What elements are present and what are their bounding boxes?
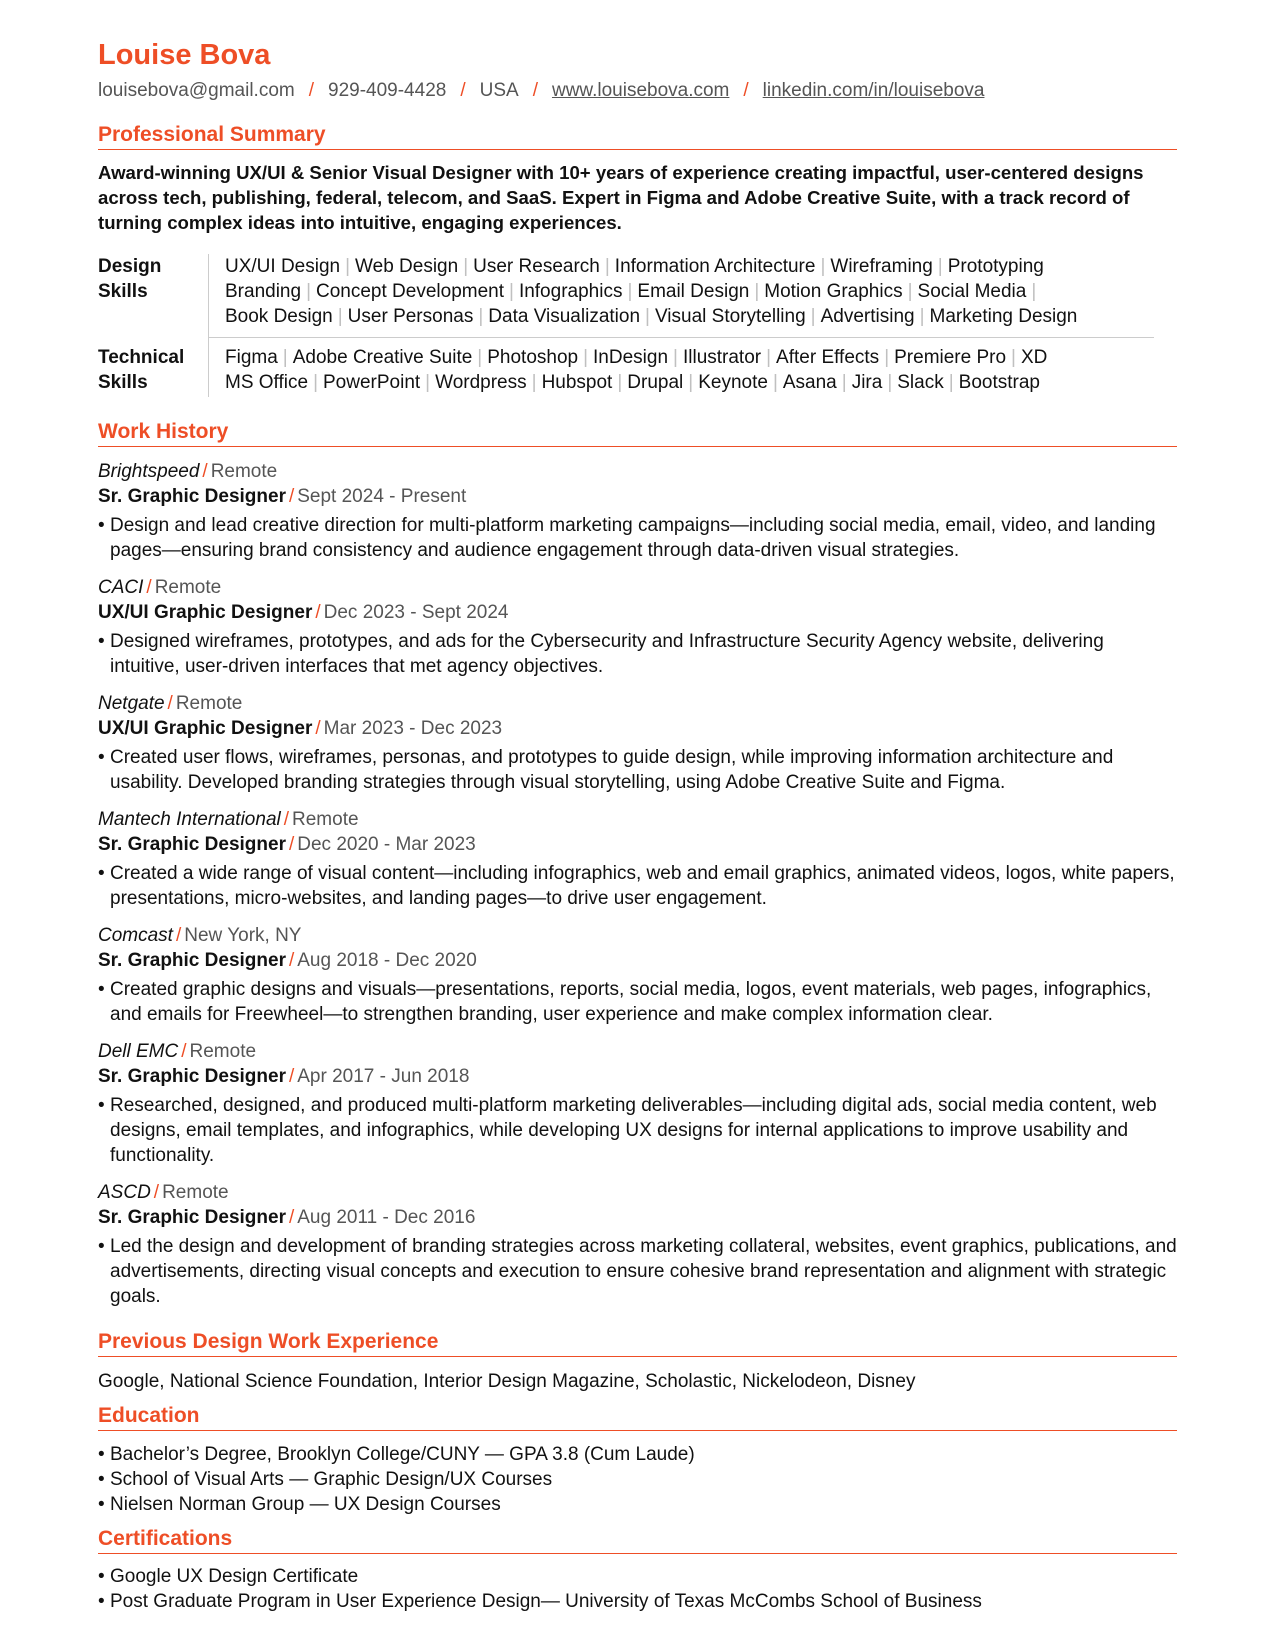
job-company: ASCD [98,1182,151,1203]
job-list [98,459,1177,1309]
skills-line [225,254,1154,279]
skill-item: Wireframing [830,256,933,277]
skill-item: Hubspot [541,372,613,393]
bullet-marker: • [98,515,105,536]
skill-item: Concept Development [316,281,504,302]
skill-item: Jira [851,372,883,393]
skill-item: Slack [897,372,944,393]
skill-item: Wordpress [435,372,527,393]
skill-item: Data Visualization [488,306,641,327]
skills-line [225,304,1154,329]
skill-separator: | [425,372,431,393]
job-location: Remote [189,1041,257,1062]
separator: / [283,809,290,830]
skill-item: Bootstrap [958,372,1040,393]
design-skills-list [209,254,1154,338]
job-entry [98,1039,1177,1168]
job-bullet [98,977,1177,1027]
education-section [98,1403,1177,1517]
job-company: Netgate [98,693,165,714]
skill-separator: | [313,372,318,393]
job-company-line [98,807,1177,832]
separator: / [167,693,173,714]
design-skills-row [98,254,1154,338]
job-entry [98,923,1177,1027]
job-description: Created graphic designs and visuals—presentations, reports, social media, logos, event materials, web pages, infographics, and emails for Freewheel—to strengthen branding, user experience and make complex information clear. [110,979,1152,1025]
bullet-marker: • [98,1444,105,1465]
skill-separator: | [948,372,954,393]
job-description: Created user flows, wireframes, personas, and prototypes to guide design, while improving information architecture and usability. Developed branding strategies through visual storytelling, using Adobe Creative Suite and Figma. [110,747,1114,793]
bullet-marker: • [98,1095,105,1116]
skill-separator: | [766,347,772,368]
skill-item: Drupal [627,372,684,393]
skill-item: User Personas [347,306,474,327]
skill-item: After Effects [776,347,880,368]
section-title-certifications: Certifications [98,1526,1177,1554]
skills-label-line: Skills [98,281,148,302]
skill-item: Premiere Pro [894,347,1007,368]
separator: / [153,1182,160,1203]
skill-item: Prototyping [947,256,1044,277]
bullet-marker: • [98,1494,105,1515]
job-entry [98,575,1177,679]
bullet-marker: • [98,1236,105,1257]
section-title-education: Education [98,1403,1177,1431]
skill-separator: | [306,281,311,302]
skill-item: Web Design [355,256,459,277]
separator: / [146,577,152,598]
skill-separator: | [604,256,610,277]
job-bullet [98,745,1177,795]
job-location: Remote [162,1182,229,1203]
skills-table [98,254,1154,397]
job-dates: Apr 2017 - Jun 2018 [297,1066,470,1087]
job-title-line [98,948,1177,973]
skill-separator: | [477,347,483,368]
job-location: New York, NY [184,925,302,946]
skill-item: Marketing Design [929,306,1078,327]
list-item [98,1492,1177,1517]
design-skills-label [98,254,209,338]
skill-item: Branding [225,281,302,302]
separator: / [288,950,295,971]
skill-item: PowerPoint [323,372,421,393]
contact-line [98,79,1177,103]
skill-separator: | [772,372,778,393]
skill-item: Motion Graphics [764,281,903,302]
skill-item: Social Media [917,281,1027,302]
separator: / [288,834,295,855]
linkedin-link[interactable]: linkedin.com/in/louisebova [762,80,985,101]
skill-separator: | [617,372,623,393]
technical-skills-label [98,338,209,397]
job-description: Led the design and development of branding strategies across marketing collateral, websites, event graphics, publications, and advertisements, directing visual concepts and execution to ensure cohesive brand representation and alignment with strategic goals. [110,1236,1177,1307]
job-company: CACI [98,577,144,598]
separator: / [315,602,321,623]
skill-item: Infographics [518,281,623,302]
job-title-line [98,1064,1177,1089]
job-company: Mantech International [98,809,281,830]
skill-item: InDesign [593,347,669,368]
skill-separator: | [884,347,890,368]
job-description: Designed wireframes, prototypes, and ads for the Cybersecurity and Infrastructure Security Agency website, delivering intuitive, user-driven interfaces that met agency objectives. [110,631,1104,677]
job-company-line [98,1180,1177,1205]
skill-item: XD [1020,347,1048,368]
skill-separator: | [531,372,537,393]
list-item [98,1467,1177,1492]
job-title: UX/UI Graphic Designer [98,718,313,739]
job-company: Brightspeed [98,461,200,482]
skill-separator: | [509,281,514,302]
skill-item: UX/UI Design [225,256,341,277]
country: USA [479,80,519,101]
skill-separator: | [583,347,589,368]
previous-work-section [98,1329,1177,1394]
bullet-marker: • [98,863,105,884]
list-item-text: Google UX Design Certificate [110,1566,359,1587]
job-title: Sr. Graphic Designer [98,486,286,507]
job-company: Comcast [98,925,173,946]
skill-item: Advertising [820,306,915,327]
job-description: Created a wide range of visual content—including infographics, web and email graphics, animated videos, logos, white papers, presentations, micro-websites, and landing pages—to drive user engagement. [110,863,1175,909]
skill-item: Figma [225,347,278,368]
certifications-section [98,1526,1177,1614]
skills-line [225,345,1154,370]
job-description: Design and lead creative direction for multi-platform marketing campaigns—including social media, email, video, and landing pages—ensuring brand consistency and audience engagement through data-driven visual strategies. [110,515,1156,561]
skill-separator: | [919,306,925,327]
job-bullet [98,861,1177,911]
bullet-marker: • [98,1566,105,1587]
separator: / [181,1041,187,1062]
skills-label-line: Skills [98,372,148,393]
skill-item: Keynote [698,372,768,393]
job-description: Researched, designed, and produced multi-platform marketing deliverables—including digital ads, social media content, web designs, email templates, and infographics, while developing UX designs for internal applications to improve usability and functionality. [110,1095,1157,1166]
separator: / [532,80,538,101]
skill-separator: | [810,306,816,327]
job-dates: Aug 2018 - Dec 2020 [297,950,477,971]
separator: / [175,925,182,946]
job-bullet [98,1093,1177,1168]
job-entry [98,459,1177,563]
skill-separator: | [627,281,633,302]
skill-separator: | [673,347,678,368]
website-link[interactable]: www.louisebova.com [551,80,730,101]
bullet-marker: • [98,979,105,1000]
job-title: UX/UI Graphic Designer [98,602,313,623]
job-title: Sr. Graphic Designer [98,1066,286,1087]
job-dates: Dec 2023 - Sept 2024 [323,602,509,623]
section-title-summary: Professional Summary [98,122,1177,150]
previous-clients: Google, National Science Foundation, Interior Design Magazine, Scholastic, Nickelodeon, Disney [98,1371,916,1392]
bullet-marker: • [98,747,105,768]
list-item [98,1442,1177,1467]
technical-skills-list [209,338,1154,397]
bullet-marker: • [98,631,105,652]
separator: / [743,80,749,101]
job-title-line [98,832,1177,857]
skill-separator: | [282,347,288,368]
job-entry [98,807,1177,911]
job-dates: Aug 2011 - Dec 2016 [297,1207,476,1228]
section-title-work-history: Work History [98,419,1177,447]
job-dates: Mar 2023 - Dec 2023 [323,718,503,739]
job-bullet [98,629,1177,679]
job-bullet [98,513,1177,563]
job-company-line [98,1039,1177,1064]
technical-skills-row [98,338,1154,397]
job-location: Remote [154,577,222,598]
phone-number: 929-409-4428 [328,80,447,101]
skill-separator: | [887,372,893,393]
skill-separator: | [937,256,943,277]
job-title-line [98,1205,1177,1230]
job-entry [98,1180,1177,1309]
job-entry [98,691,1177,795]
job-title-line [98,716,1177,741]
skill-separator: | [463,256,469,277]
job-title: Sr. Graphic Designer [98,1207,286,1228]
job-bullet [98,1234,1177,1309]
work-history-section [98,419,1177,1309]
job-title-line [98,484,1177,509]
job-company-line [98,691,1177,716]
separator: / [202,461,208,482]
skill-item: Book Design [225,306,333,327]
skill-item: Email Design [637,281,750,302]
skill-separator: | [1031,281,1037,302]
email-link[interactable]: louisebova@gmail.com [98,80,295,101]
education-list [98,1442,1177,1517]
separator: / [308,80,314,101]
skills-line [225,279,1154,304]
separator: / [460,80,466,101]
skill-separator: | [820,256,826,277]
skill-item: MS Office [225,372,309,393]
job-location: Remote [292,809,359,830]
skill-separator: | [907,281,913,302]
separator: / [288,486,295,507]
skills-line [225,370,1154,395]
skill-separator: | [754,281,760,302]
certifications-list [98,1564,1177,1614]
list-item-text: School of Visual Arts — Graphic Design/UX Courses [110,1469,553,1490]
list-item-text: Bachelor’s Degree, Brooklyn College/CUNY — GPA 3.8 (Cum Laude) [110,1444,695,1465]
skill-item: Photoshop [487,347,579,368]
job-dates: Dec 2020 - Mar 2023 [297,834,476,855]
job-company: Dell EMC [98,1041,179,1062]
section-title-previous-work: Previous Design Work Experience [98,1329,1177,1357]
candidate-name: Louise Bova [98,39,271,71]
separator: / [288,1207,295,1228]
job-title: Sr. Graphic Designer [98,950,286,971]
summary-section [98,122,1177,235]
bullet-marker: • [98,1591,105,1612]
list-item [98,1564,1177,1589]
separator: / [315,718,321,739]
skills-label-line: Design [98,256,162,277]
job-title-line [98,600,1177,625]
skill-separator: | [645,306,650,327]
list-item-text: Nielsen Norman Group — UX Design Courses [110,1494,501,1515]
separator: / [288,1066,295,1087]
job-location: Remote [175,693,243,714]
skill-item: Information Architecture [614,256,816,277]
list-item [98,1589,1177,1614]
skill-separator: | [337,306,343,327]
skill-item: Visual Storytelling [654,306,806,327]
skill-item: Adobe Creative Suite [292,347,473,368]
skill-separator: | [841,372,847,393]
job-title: Sr. Graphic Designer [98,834,286,855]
job-company-line [98,459,1177,484]
skill-item: Illustrator [682,347,762,368]
job-company-line [98,575,1177,600]
job-dates: Sept 2024 - Present [297,486,467,507]
skill-separator: | [478,306,484,327]
skill-item: User Research [473,256,600,277]
skill-item: Asana [782,372,837,393]
list-item-text: Post Graduate Program in User Experience Design— University of Texas McCombs School of Business [110,1591,982,1612]
job-company-line [98,923,1177,948]
skill-separator: | [345,256,351,277]
bullet-marker: • [98,1469,105,1490]
summary-text: Award-winning UX/UI & Senior Visual Designer with 10+ years of experience creating impactful, user-centered designs across tech, publishing, federal, telecom, and SaaS. Expert in Figma and Adobe Creative Suite, with a track record of turning complex ideas into intuitive, engaging experiences. [98,162,1144,233]
skill-separator: | [1011,347,1016,368]
skills-label-line: Technical [98,347,185,368]
job-location: Remote [210,461,278,482]
skill-separator: | [688,372,694,393]
